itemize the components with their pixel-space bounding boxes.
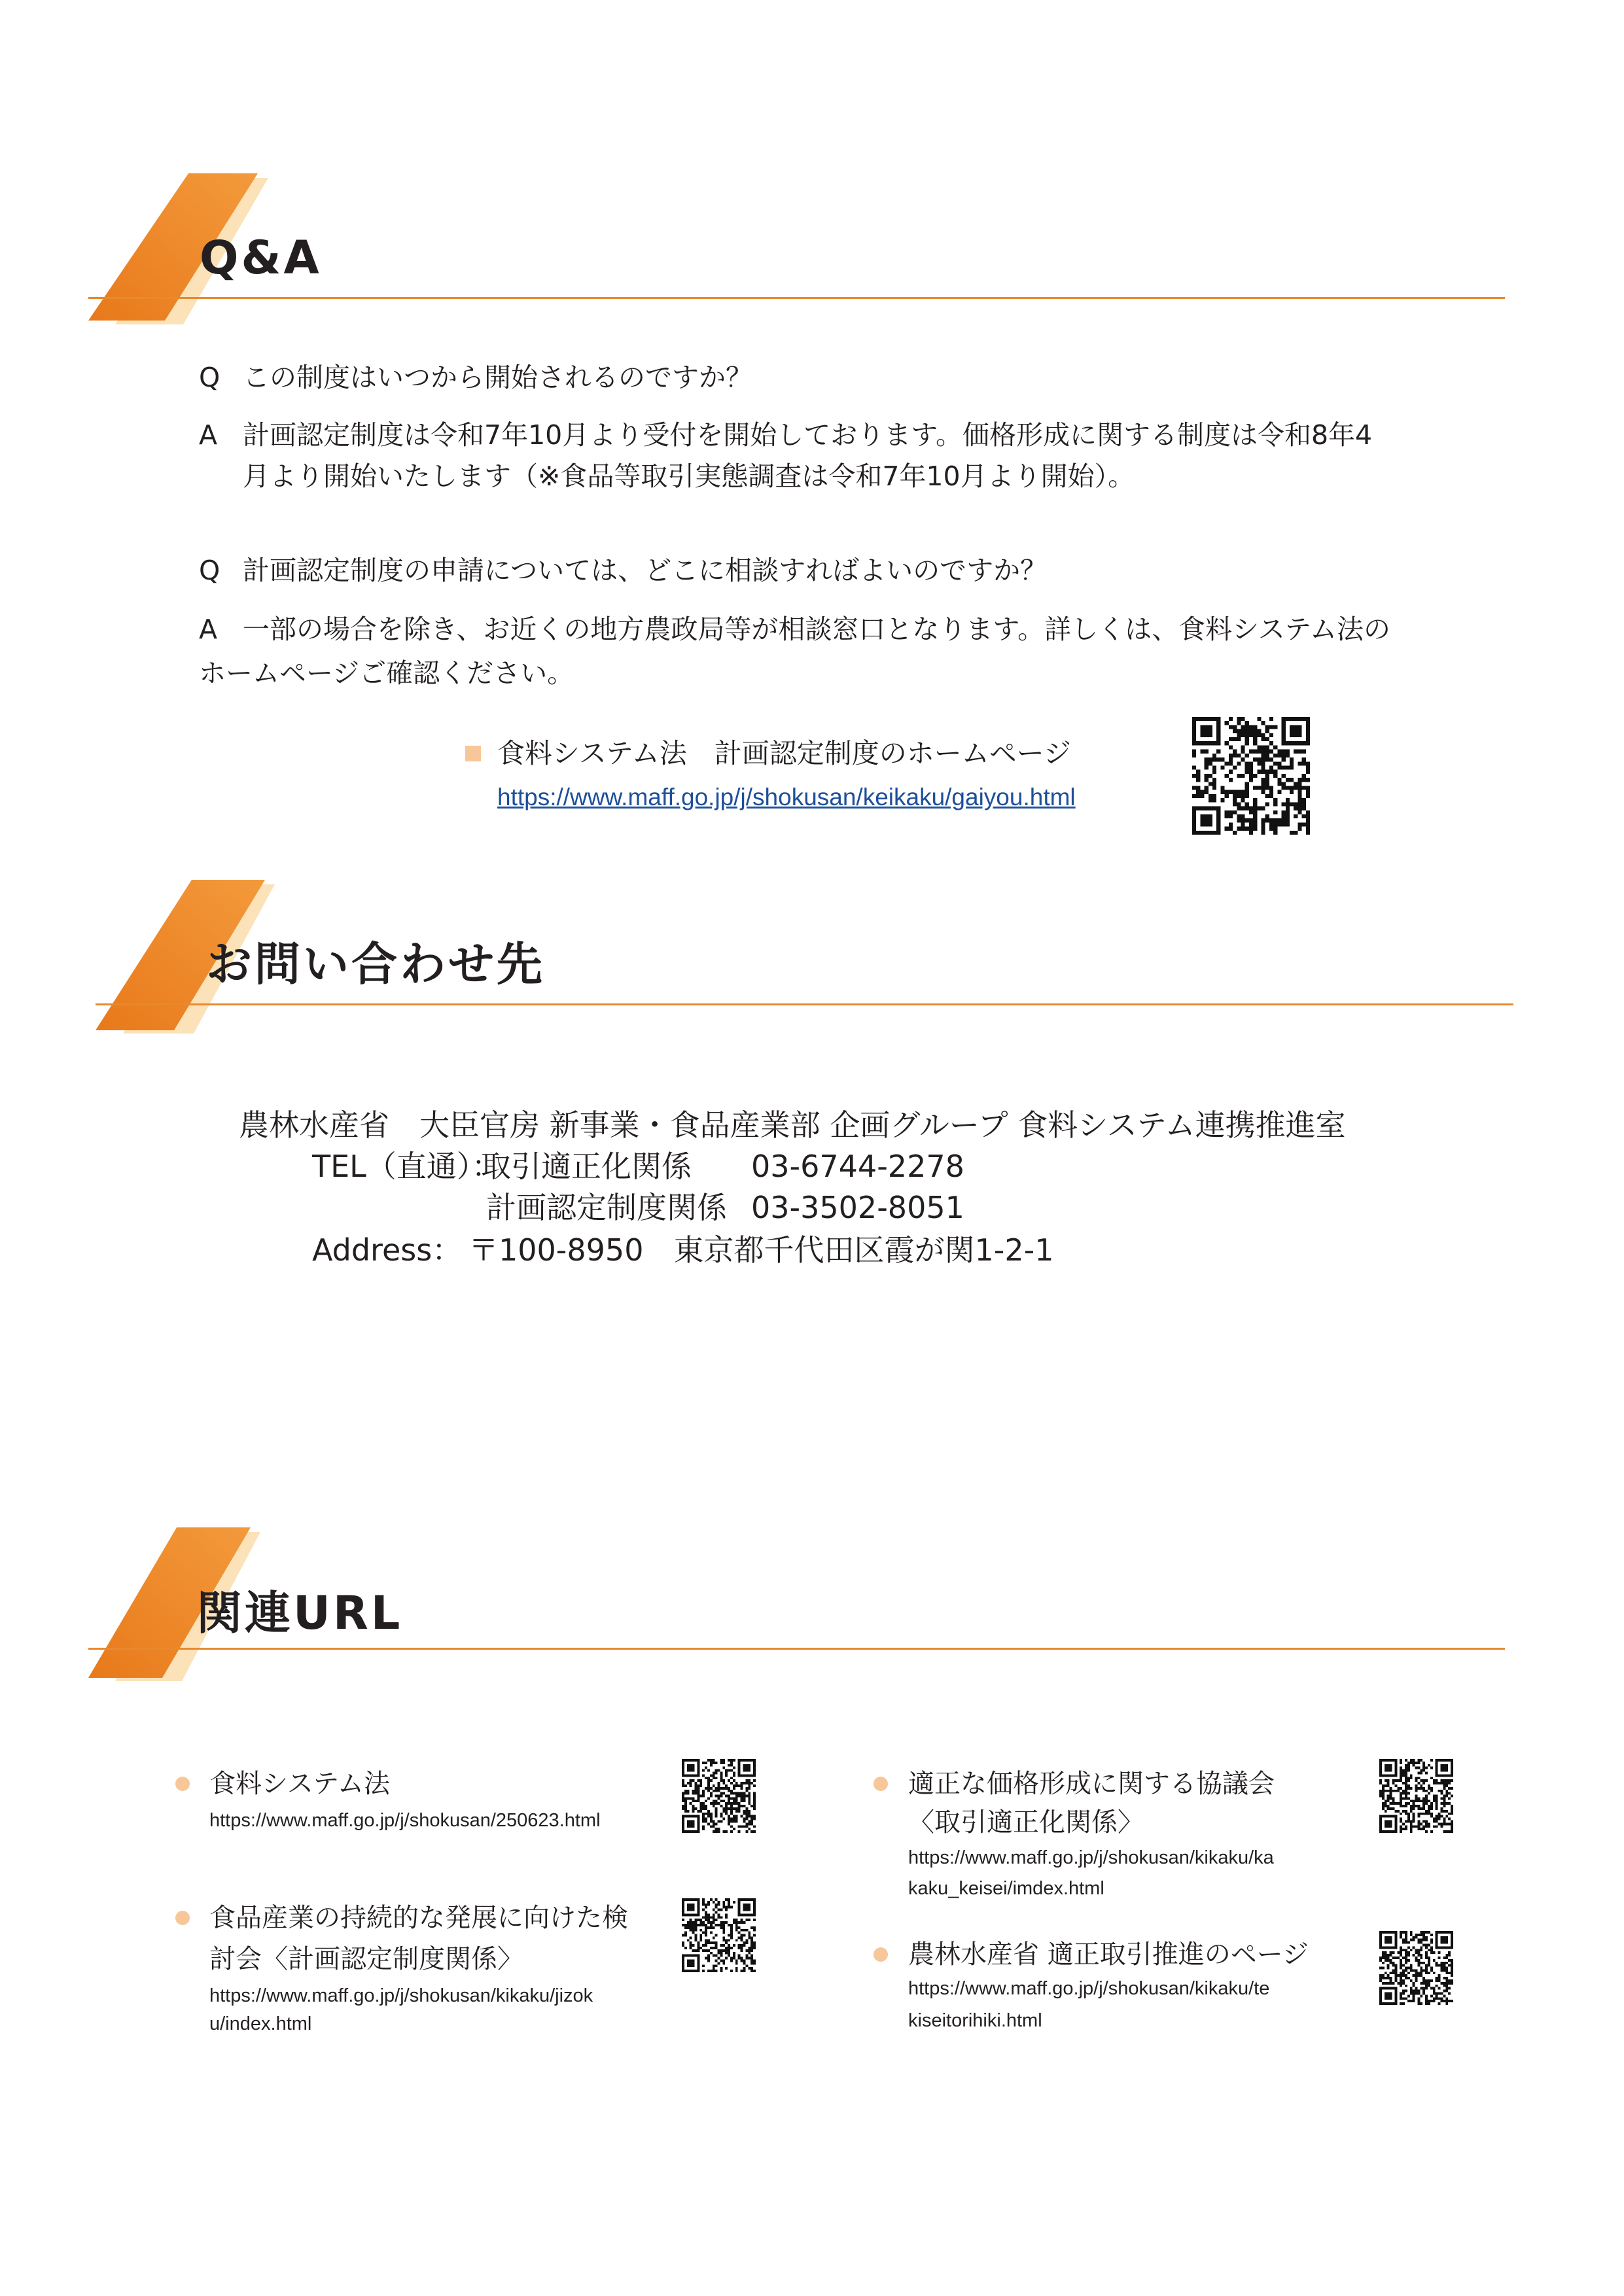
related-item-title: 適正な価格形成に関する協議会 xyxy=(908,1769,1275,1799)
related-item-url[interactable]: kiseitorihiki.html xyxy=(908,2010,1042,2031)
address-value: 〒100-8950 東京都千代田区霞が関1-2-1 xyxy=(468,1232,1054,1268)
tel-number: 03-3502-8051 xyxy=(751,1190,964,1225)
address-label: Address： xyxy=(312,1232,463,1268)
related-item-title: 食品産業の持続的な発展に向けた検 xyxy=(209,1903,628,1933)
question-marker: Q xyxy=(199,362,221,393)
contact-heading-rule xyxy=(96,1003,1513,1005)
qr-code-icon xyxy=(1379,1759,1453,1833)
related-item-url[interactable]: u/index.html xyxy=(209,2013,312,2034)
related-item-url[interactable]: https://www.maff.go.jp/j/shokusan/250623.html xyxy=(209,1810,601,1831)
qr-code-icon xyxy=(682,1898,756,1972)
tel-department: 計画認定制度関係 xyxy=(486,1190,727,1225)
contact-heading: お問い合わせ先 xyxy=(206,937,545,991)
answer-marker: A xyxy=(199,614,218,645)
qr-code-icon xyxy=(682,1759,756,1833)
question-text: この制度はいつから開始されるのですか？ xyxy=(243,362,752,393)
homepage-link[interactable]: https://www.maff.go.jp/j/shokusan/keikaku/gaiyou.html xyxy=(497,784,1076,810)
qr-code-icon xyxy=(1379,1931,1453,2005)
related-item-url[interactable]: kaku_keisei/imdex.html xyxy=(908,1878,1104,1899)
related-item-url[interactable]: https://www.maff.go.jp/j/shokusan/kikaku/ka xyxy=(908,1847,1274,1868)
related-heading: 関連URL xyxy=(196,1586,403,1640)
tel-label: TEL（直通）： xyxy=(312,1149,502,1184)
qa-heading-rule xyxy=(88,297,1505,299)
question-marker: Q xyxy=(199,555,221,586)
related-heading-rule xyxy=(88,1648,1505,1650)
answer-text-line: 一部の場合を除き、お近くの地方農政局等が相談窓口となります。詳しくは、食料システム法の xyxy=(243,614,1390,645)
answer-text-line: 計画認定制度は令和7年10月より受付を開始しております。価格形成に関する制度は令和8年4 xyxy=(243,419,1373,451)
related-item-title: 〈取引適正化関係〉 xyxy=(908,1807,1144,1837)
bullet-icon xyxy=(175,1777,190,1791)
homepage-link-label: 食料システム法 計画認定制度のホームページ xyxy=(497,737,1071,769)
bullet-icon xyxy=(874,1947,888,1962)
related-item-title: 農林水産省 適正取引推進のページ xyxy=(908,1939,1309,1970)
qr-code-icon xyxy=(1192,717,1310,835)
related-item-url[interactable]: https://www.maff.go.jp/j/shokusan/kikaku/te xyxy=(908,1978,1270,1999)
bullet-icon xyxy=(874,1777,888,1791)
tel-number: 03-6744-2278 xyxy=(751,1149,964,1184)
answer-text-line: 月より開始いたします（※食品等取引実態調査は令和7年10月より開始）。 xyxy=(243,461,1135,492)
answer-text-line: ホームページご確認ください。 xyxy=(199,657,574,689)
qa-heading: Q&A xyxy=(200,231,322,285)
related-item-title: 食料システム法 xyxy=(209,1769,390,1799)
bullet-icon xyxy=(175,1911,190,1925)
question-text: 計画認定制度の申請については、どこに相談すればよいのですか？ xyxy=(243,555,1048,586)
related-item-title: 討会〈計画認定制度関係〉 xyxy=(209,1944,523,1974)
square-bullet-icon xyxy=(465,746,481,761)
related-item-url[interactable]: https://www.maff.go.jp/j/shokusan/kikaku/jizok xyxy=(209,1985,593,2006)
contact-organization: 農林水産省 大臣官房 新事業・食品産業部 企画グループ 食料システム連携推進室 xyxy=(239,1107,1346,1143)
tel-department: 取引適正化関係 xyxy=(481,1149,692,1184)
answer-marker: A xyxy=(199,419,218,451)
